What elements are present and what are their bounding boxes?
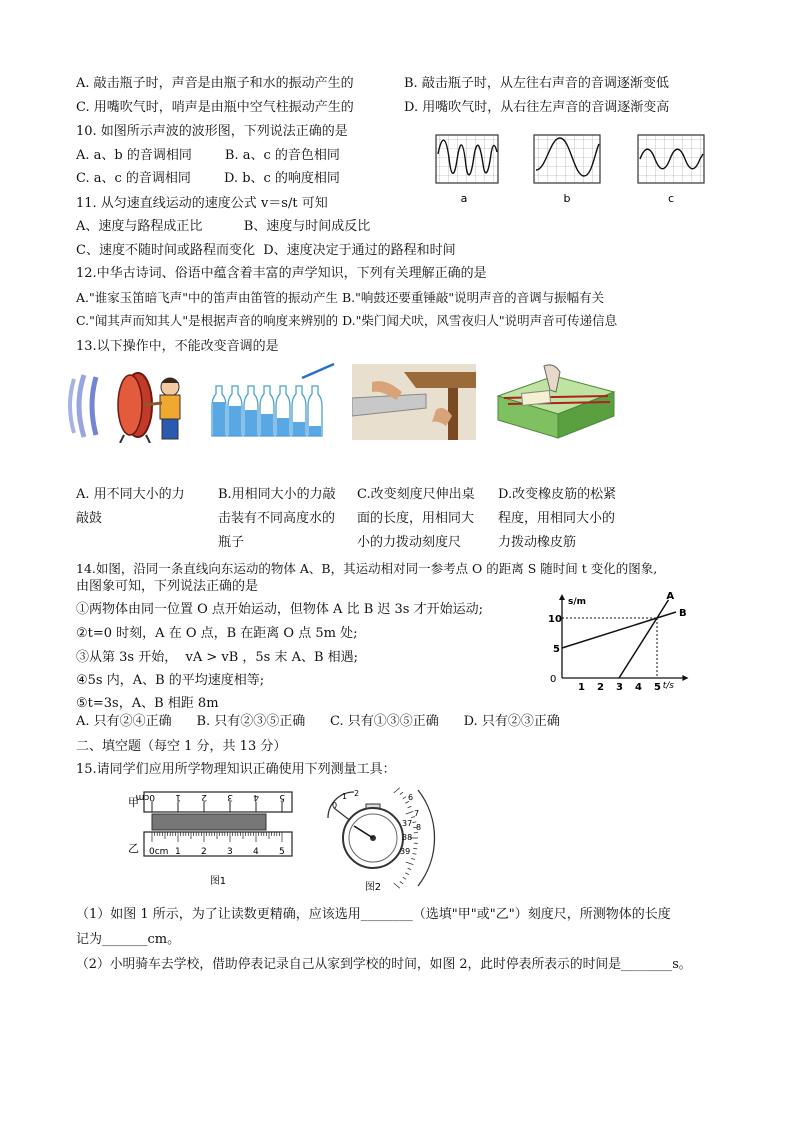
q9-option-d: D. 用嘴吹气时，从右往左声音的音调逐渐变高 <box>404 100 670 115</box>
q13-option-c-line1: C.改变刻度尺伸出桌 <box>357 487 475 502</box>
x-axis-arrow <box>682 675 688 681</box>
dial-num-7: 7 <box>414 809 420 818</box>
label-a: a <box>460 192 468 205</box>
q13-option-c-line2: 面的长度，用相同大 <box>357 511 475 526</box>
dial-tick <box>408 868 412 870</box>
dial-tick <box>411 858 415 859</box>
q12-row1: A."谁家玉笛暗飞声"中的笛声由笛管的振动产生 B."响鼓还要重锤敲"说明声音的音调与振幅有关 <box>76 290 605 305</box>
measured-object <box>152 814 266 830</box>
q15-part-1a: （1）如图 1 所示，为了让读数更精确，应该选用________（选填"甲"或"乙"）刻度尺，所测物体的长度 <box>76 907 671 922</box>
dial-num-38: 38 <box>402 833 413 842</box>
dial-tick <box>412 853 416 854</box>
dial-num-39: 39 <box>400 847 411 856</box>
rubber-band-box-illustration <box>494 362 618 442</box>
ruler-jia-number: 2 <box>201 792 207 802</box>
dial-tick <box>413 848 417 849</box>
dial-tick <box>406 811 414 814</box>
series-line-B <box>562 612 676 648</box>
q14-statement-4: ④5s 内，A、B 的平均速度相等; <box>76 673 265 688</box>
q14-options: A. 只有②④正确 B. 只有②③⑤正确 C. 只有①③⑤正确 D. 只有②③正确 <box>76 714 560 729</box>
q10-stem: 10. 如图所示声波的波形图，下列说法正确的是 <box>76 124 348 139</box>
figure-2-caption: 图2 <box>364 882 382 893</box>
dial-num-8: 8 <box>416 823 422 832</box>
q9-option-a: A. 敲击瓶子时，声音是由瓶子和水的振动产生的 <box>76 76 354 91</box>
q12-row2: C."闻其声而知其人"是根据声音的响度来辨别的 D."柴门闻犬吠，风雪夜归人"说明声音可传递信息 <box>76 313 618 328</box>
q13-option-b-line2: 击装有不同高度水的 <box>218 511 336 526</box>
x-tick-label: 3 <box>616 682 623 693</box>
ruler-yi-number: 2 <box>201 847 207 857</box>
s-t-graph <box>540 592 720 704</box>
waveform-a <box>436 135 498 183</box>
origin-label: 0 <box>550 674 557 685</box>
dial-tick <box>408 806 412 808</box>
q13-option-d-line3: 力拨动橡皮筋 <box>498 535 577 550</box>
q9-option-b: B. 敲击瓶子时，从左往右声音的音调逐渐变低 <box>404 76 669 91</box>
q13-stem: 13.以下操作中，不能改变音调的是 <box>76 339 279 354</box>
q12-stem: 12.中华古诗词、俗语中蕴含着丰富的声学知识，下列有关理解正确的是 <box>76 266 487 281</box>
q13-option-b-line3: 瓶子 <box>218 535 245 550</box>
ruler-jia-number: 1 <box>175 792 181 802</box>
q10-row2: C. a、c 的音调相同 D. b、c 的响度相同 <box>76 171 340 186</box>
dial-tick <box>405 873 409 875</box>
dial-tick <box>400 792 403 794</box>
q13-option-a-line2: 敲鼓 <box>76 511 103 526</box>
ruler-jia <box>144 792 292 812</box>
dial-tick <box>394 883 400 888</box>
minute-dial-2: 2 <box>354 789 360 798</box>
series-label-b: B <box>679 608 687 619</box>
x-tick-label: 1 <box>578 682 585 693</box>
q13-option-a-line1: A. 用不同大小的力 <box>76 487 185 502</box>
section-2-heading: 二、填空题（每空 1 分，共 13 分） <box>76 739 287 754</box>
figure-1-caption: 图1 <box>209 876 227 887</box>
drum-illustration <box>66 365 192 443</box>
waveform-b <box>534 135 600 183</box>
ruler-label-yi: 乙 <box>128 842 139 855</box>
x-tick-label: 5 <box>654 682 661 693</box>
x-tick-label: 4 <box>635 682 642 693</box>
q11-row2: C、速度不随时间或路程而变化 D、速度决定于通过的路程和时间 <box>76 243 456 258</box>
minute-dial-1: 1 <box>342 792 348 801</box>
minute-dial-0: 0 <box>332 801 338 810</box>
waveform-c <box>638 135 704 183</box>
q14-stem-1: 14.如图，沿同一条直线向东运动的物体 A、B，其运动相对同一参考点 O 的距离 S 随时间 t 变化的图象, <box>76 561 658 576</box>
dial-num-37: 37 <box>402 819 413 828</box>
y-axis-label: s/m <box>568 597 587 607</box>
label-c: c <box>667 192 675 205</box>
ruler-jia-number: 0cm <box>135 792 155 802</box>
q15-part-2: （2）小明骑车去学校，借助停表记录自己从家到学校的时间，如图 2，此时停表所表示的时间是________s。 <box>76 957 692 972</box>
q14-statement-3: ③从第 3s 开始， vA > vB ，5s 末 A、B 相遇; <box>76 650 359 665</box>
q13-option-b-line1: B.用相同大小的力敲 <box>218 487 336 502</box>
q14-statement-2: ②t=0 时刻，A 在 O 点，B 在距离 O 点 5m 处; <box>76 626 358 641</box>
ruler-jia-number: 5 <box>279 792 285 802</box>
ruler-jia-number: 4 <box>253 792 259 802</box>
ruler-yi-number: 3 <box>227 847 233 857</box>
series-line-A <box>619 600 668 678</box>
series-label-a: A <box>666 592 675 602</box>
q9-option-c: C. 用嘴吹气时，哨声是由瓶中空气柱振动产生的 <box>76 100 354 115</box>
dial-tick <box>394 788 400 793</box>
dial-tick <box>400 881 403 883</box>
q14-stem-2: 由图象可知，下列说法正确的是 <box>76 579 259 594</box>
q10-row1: A. a、b 的音调相同 B. a、c 的音色相同 <box>76 148 340 163</box>
bottles-illustration <box>210 362 340 442</box>
dial-tick <box>406 862 414 865</box>
stopwatch-figure-2 <box>318 786 446 894</box>
dial-num-6: 6 <box>408 793 414 802</box>
ruler-yi-number: 4 <box>253 847 259 857</box>
ruler-illustration <box>352 364 476 440</box>
y-tick-label: 5 <box>553 644 560 655</box>
q13-option-d-line1: D.改变橡皮筋的松紧 <box>498 487 617 502</box>
q13-option-d-line2: 程度，用相同大小的 <box>498 511 616 526</box>
x-axis-label: t/s <box>662 681 674 691</box>
ruler-yi-number: 1 <box>175 847 181 857</box>
q15-part-1b: 记为_______cm。 <box>76 932 181 947</box>
y-axis-arrow <box>559 594 565 600</box>
y-tick-label: 10 <box>548 614 562 625</box>
ruler-yi-number: 5 <box>279 847 285 857</box>
q11-row1: A、速度与路程成正比 B、速度与时间成反比 <box>76 219 371 234</box>
ruler-jia-number: 3 <box>227 792 233 802</box>
dial-tick <box>403 797 406 799</box>
label-b: b <box>563 192 571 205</box>
waveform-figure <box>430 130 710 212</box>
ruler-yi-number: 0cm <box>149 847 169 857</box>
dial-tick <box>403 877 406 879</box>
q13-option-c-line3: 小的力拨动刻度尺 <box>357 535 462 550</box>
q14-statement-1: ①两物体由同一位置 O 点开始运动，但物体 A 比 B 迟 3s 才开始运动; <box>76 602 483 617</box>
ruler-label-jia: 甲 <box>128 796 139 809</box>
q11-stem: 11. 从匀速直线运动的速度公式 v＝s/t 可知 <box>76 196 328 211</box>
q15-stem: 15.请同学们应用所学物理知识正确使用下列测量工具： <box>76 762 396 777</box>
q14-statement-5: ⑤t=3s，A、B 相距 8m <box>76 696 219 711</box>
x-tick-label: 2 <box>597 682 604 693</box>
ruler-figure-1 <box>118 786 298 890</box>
